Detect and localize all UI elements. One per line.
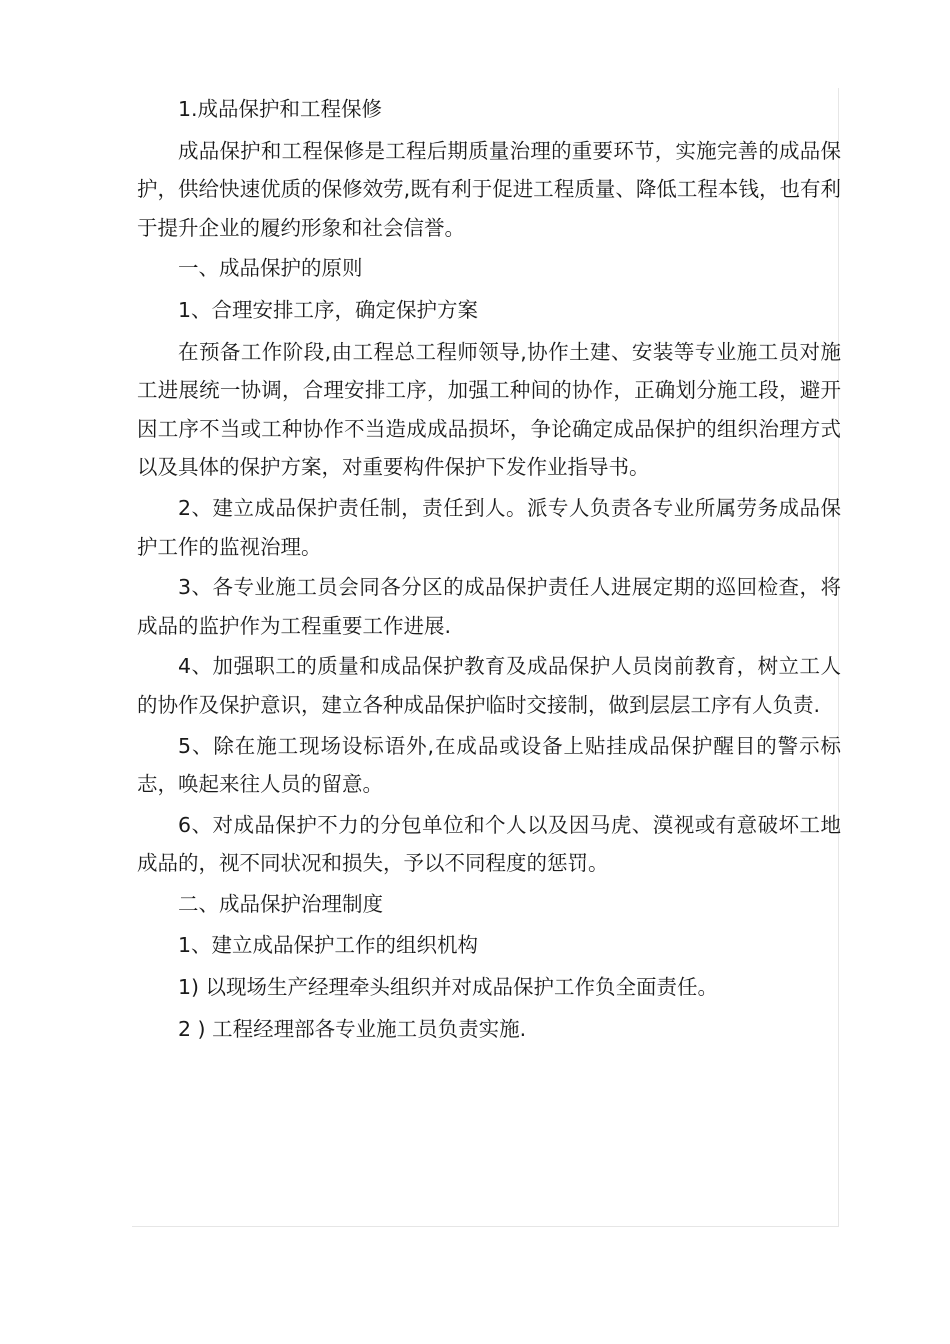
subheading-organization: 1、建立成品保护工作的组织机构 (178, 933, 479, 958)
list-item-2: 2 ) 工程经理部各专业施工员负责实施. (178, 1016, 527, 1041)
paragraph-intro: 成品保护和工程保修是工程后期质量治理的重要环节，实施完善的成品保护，供给快速优质的保修效劳,既有利于促进工程质量、降低工程本钱，也有利于提升企业的履约形象和社会信誉。 (137, 138, 841, 240)
subheading-arrange-procedures: 1、合理安排工序，确定保护方案 (178, 297, 479, 322)
list-item-1: 1) 以现场生产经理牵头组织并对成品保护工作负全面责任。 (178, 975, 719, 1000)
paragraph-item-2: 2、建立成品保护责任制，责任到人。派专人负责各专业所属劳务成品保护工作的监视治理。 (137, 495, 841, 559)
document-body (137, 90, 841, 1051)
heading-principles: 一、成品保护的原则 (178, 256, 363, 281)
paragraph-preparation: 在预备工作阶段,由工程总工程师领导,协作土建、安装等专业施工员对施工进展统一协调，合理安排工序，加强工种间的协作，正确划分施工段，避开因工序不当或工种协作不当造成成品损坏，争论确定成品保护的组织治理方式以及具体的保护方案，对重要构件保护下发作业指导书。 (137, 339, 841, 480)
paragraph-item-5: 5、除在施工现场设标语外,在成品或设备上贴挂成品保护醒目的警示标志，唤起来往人员的留意。 (137, 733, 841, 797)
heading-management-system: 二、成品保护治理制度 (178, 891, 383, 916)
paragraph-item-4: 4、加强职工的质量和成品保护教育及成品保护人员岗前教育，树立工人的协作及保护意识，建立各种成品保护临时交接制，做到层层工序有人负责. (137, 654, 841, 717)
page-border-bottom (132, 1226, 839, 1227)
section-title: 1.成品保护和工程保修 (178, 97, 383, 121)
paragraph-item-6: 6、对成品保护不力的分包单位和个人以及因马虎、漠视或有意破坏工地成品的，视不同状况和损失，予以不同程度的惩罚。 (137, 812, 841, 876)
paragraph-item-3: 3、各专业施工员会同各分区的成品保护责任人进展定期的巡回检查，将成品的监护作为工程重要工作进展. (137, 575, 841, 638)
